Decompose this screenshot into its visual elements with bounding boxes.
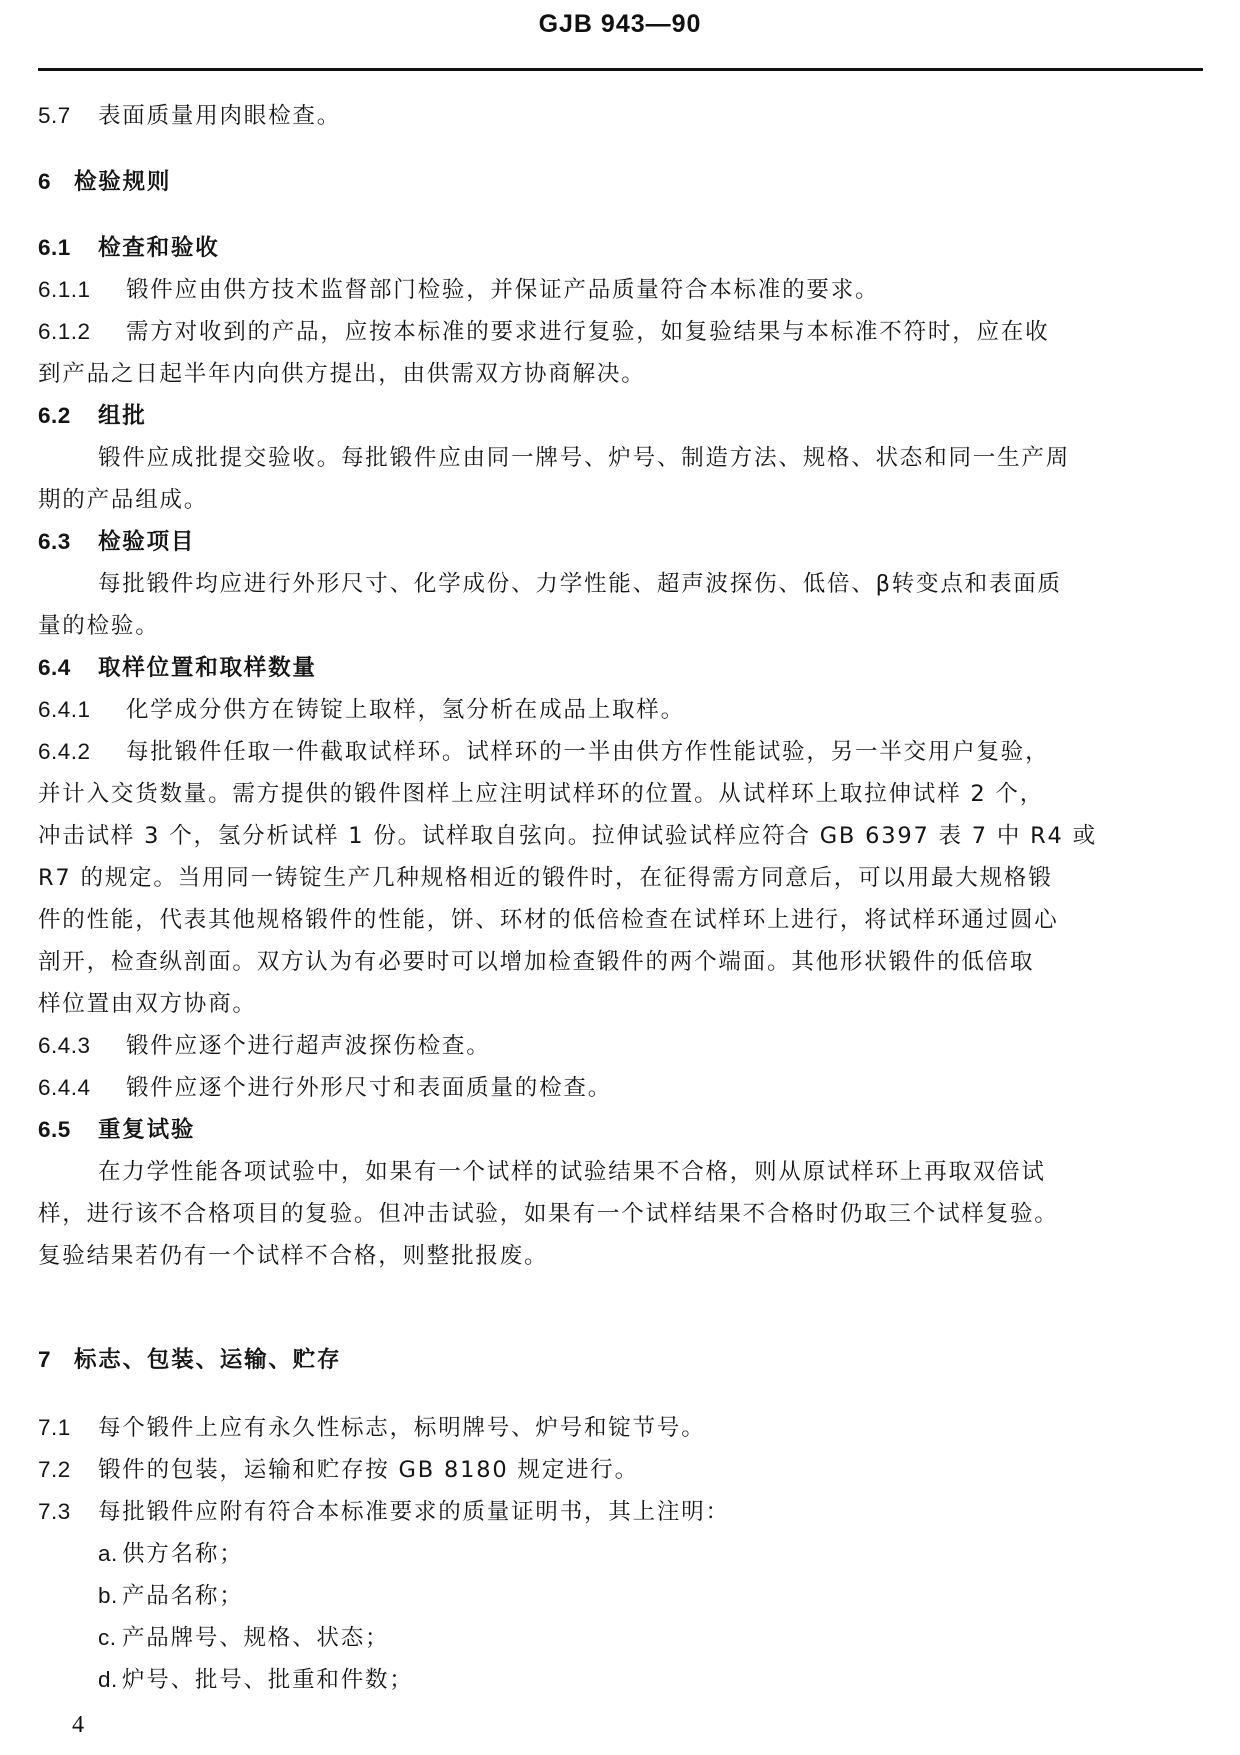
clause-title: 重复试验 [98,1117,196,1143]
list-marker: d. [98,1667,118,1692]
clause-6-4-3 [38,1032,491,1060]
clause-title: 检查和验收 [98,235,220,261]
clause-text-line: 每批锻件任取一件截取试样环。试样环的一半由供方作性能试验，另一半交用户复验， [126,739,1050,765]
section-6-heading [38,168,171,196]
clause-number: 6.1 [38,235,71,260]
clause-text: 每批锻件应附有符合本标准要求的质量证明书，其上注明： [98,1499,730,1525]
list-item-c [98,1624,389,1652]
clause-number: 7.3 [38,1499,71,1524]
clause-6-3-text: 每批锻件均应进行外形尺寸、化学成份、力学性能、超声波探伤、低倍、β转变点和表面质 [98,571,1062,597]
clause-6-4-1 [38,696,685,724]
section-number: 7 [38,1347,52,1372]
header-rule [38,68,1203,71]
clause-6-2-text-continued: 期的产品组成。 [38,487,209,513]
section-number: 6 [38,169,52,194]
clause-number: 6.3 [38,529,71,554]
clause-number: 7.1 [38,1415,71,1440]
list-item-d [98,1666,414,1694]
clause-text: 每个锻件上应有永久性标志，标明牌号、炉号和锭节号。 [98,1415,706,1441]
clause-6-1-heading [38,234,220,262]
clause-6-1-2-continued: 到产品之日起半年内向供方提出，由供需双方协商解决。 [38,361,646,387]
list-item-b [98,1582,244,1610]
clause-text: 锻件应逐个进行超声波探伤检查。 [126,1033,491,1059]
clause-text: 化学成分供方在铸锭上取样，氢分析在成品上取样。 [126,697,685,723]
clause-6-5-heading [38,1116,195,1144]
clause-6-4-2-line-6: 剖开，检查纵剖面。双方认为有必要时可以增加检查锻件的两个端面。其他形状锻件的低倍取 [38,949,1035,975]
clause-number: 7.2 [38,1457,71,1482]
list-marker: b. [98,1583,118,1608]
clause-6-4-2-line-2: 并计入交货数量。需方提供的锻件图样上应注明试样环的位置。从试样环上取拉伸试样 2 个， [38,781,1045,807]
clause-title: 检验项目 [98,529,196,555]
clause-6-4-2-line-4: R7 的规定。当用同一铸锭生产几种规格相近的锻件时，在征得需方同意后，可以用最大规格锻 [38,865,1053,891]
clause-6-3-heading [38,528,195,556]
clause-number: 6.4.3 [38,1033,91,1058]
clause-6-2-heading [38,402,147,430]
clause-6-4-heading [38,654,317,682]
clause-6-4-2-line-5: 件的性能，代表其他规格锻件的性能，饼、环材的低倍检查在试样环上进行，将试样环通过圆心 [38,907,1059,933]
section-title: 检验规则 [74,169,172,195]
clause-number: 6.4 [38,655,71,680]
clause-6-5-text-line-2: 样，进行该不合格项目的复验。但冲击试验，如果有一个试样结果不合格时仍取三个试样复验。 [38,1201,1059,1227]
clause-number: 6.4.2 [38,739,91,764]
clause-text-line: 需方对收到的产品，应按本标准的要求进行复验，如复验结果与本标准不符时，应在收 [126,319,1050,345]
clause-6-4-4 [38,1074,612,1102]
clause-5-7 [38,102,341,130]
document-code: GJB 943—90 [538,10,702,38]
list-item-text: 产品名称； [122,1583,244,1609]
list-item-text: 炉号、批号、批重和件数； [122,1667,414,1693]
clause-number: 5.7 [38,103,71,128]
clause-number: 6.2 [38,403,71,428]
clause-number: 6.1.1 [38,277,91,302]
clause-6-4-2 [38,738,1049,766]
page-number: 4 [72,1712,84,1738]
clause-6-2-text: 锻件应成批提交验收。每批锻件应由同一牌号、炉号、制造方法、规格、状态和同一生产周 [98,445,1071,471]
clause-7-1 [38,1414,706,1442]
clause-6-4-2-line-3: 冲击试样 3 个，氢分析试样 1 份。试样取自弦向。拉伸试验试样应符合 GB 6397 表 7 中 R4 或 [38,823,1097,849]
clause-text: 锻件的包装，运输和贮存按 GB 8180 规定进行。 [98,1457,639,1483]
clause-6-1-1 [38,276,879,304]
clause-number: 6.4.4 [38,1075,91,1100]
clause-6-5-text-line-3: 复验结果若仍有一个试样不合格，则整批报废。 [38,1243,549,1269]
clause-7-2 [38,1456,639,1484]
clause-6-4-2-line-7: 样位置由双方协商。 [38,991,257,1017]
clause-7-3 [38,1498,730,1526]
clause-6-3-text-continued: 量的检验。 [38,613,160,639]
list-item-text: 供方名称； [122,1541,244,1567]
clause-number: 6.5 [38,1117,71,1142]
list-item-a [98,1540,244,1568]
clause-title: 组批 [98,403,147,429]
clause-6-5-text: 在力学性能各项试验中，如果有一个试样的试验结果不合格，则从原试样环上再取双倍试 [98,1159,1046,1185]
clause-number: 6.1.2 [38,319,91,344]
section-title: 标志、包装、运输、贮存 [74,1347,342,1373]
list-marker: c. [98,1625,117,1650]
clause-text: 表面质量用肉眼检查。 [98,103,342,129]
clause-text: 锻件应逐个进行外形尺寸和表面质量的检查。 [126,1075,613,1101]
clause-number: 6.4.1 [38,697,91,722]
clause-title: 取样位置和取样数量 [98,655,317,681]
clause-6-1-2 [38,318,1049,346]
list-item-text: 产品牌号、规格、状态； [122,1625,390,1651]
clause-text: 锻件应由供方技术监督部门检验，并保证产品质量符合本标准的要求。 [126,277,880,303]
list-marker: a. [98,1541,118,1566]
section-7-heading [38,1346,341,1374]
